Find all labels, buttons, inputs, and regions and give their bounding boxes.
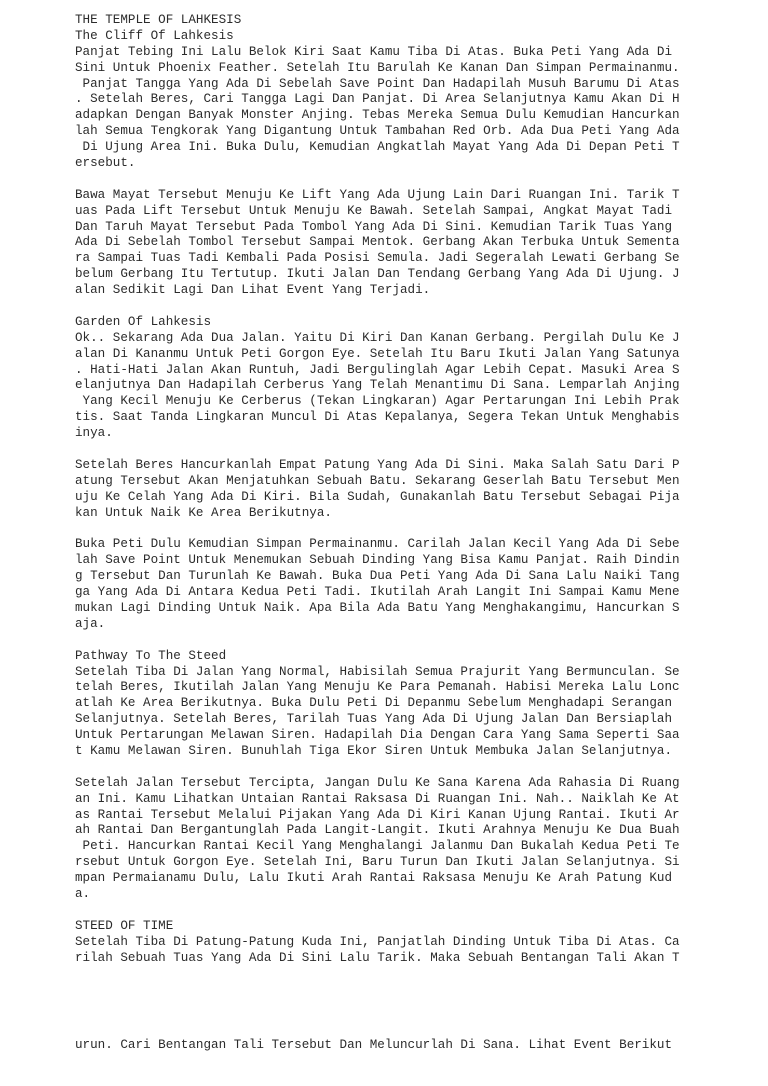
text-line: . Setelah Beres, Cari Tangga Lagi Dan Panjat. Di Area Selanjutnya Kamu Akan Di H [75,92,680,107]
text-line: mukan Lagi Dinding Untuk Naik. Apa Bila Ada Batu Yang Menghakangimu, Hancurkan S [75,600,680,615]
text-line: tis. Saat Tanda Lingkaran Muncul Di Atas Kepalanya, Segera Tekan Untuk Menghabis [75,410,680,425]
text-line: Sini Untuk Phoenix Feather. Setelah Itu Barulah Ke Kanan Dan Simpan Permainanmu. [75,60,680,75]
text-line: Di Ujung Area Ini. Buka Dulu, Kemudian Angkatlah Mayat Yang Ada Di Depan Peti T [75,140,680,155]
text-line: inya. [75,426,113,441]
text-line: Garden Of Lahkesis [75,314,212,329]
text-line [75,442,695,458]
text-line: Peti. Hancurkan Rantai Kecil Yang Menghalangi Jalanmu Dan Bukalah Kedua Peti Te [75,839,680,854]
text-line: Ok.. Sekarang Ada Dua Jalan. Yaitu Di Kiri Dan Kanan Gerbang. Pergilah Dulu Ke J [75,330,680,345]
text-line: elanjutnya Dan Hadapilah Cerberus Yang Telah Menantimu Di Sana. Lemparlah Anjing [75,378,680,393]
text-line [75,760,695,776]
text-line: aja. [75,616,106,631]
text-line [75,633,695,649]
text-line: as Rantai Tersebut Melalui Pijakan Yang Ada Di Kiri Kanan Ujung Rantai. Ikuti Ar [75,807,680,822]
text-line [75,522,695,538]
text-line: The Cliff Of Lahkesis [75,28,234,43]
text-line: Setelah Tiba Di Patung-Patung Kuda Ini, Panjatlah Dinding Untuk Tiba Di Atas. Ca [75,934,680,949]
text-line: uju Ke Celah Yang Ada Di Kiri. Bila Sudah, Gunakanlah Batu Tersebut Sebagai Pija [75,489,680,504]
text-line: a. [75,886,91,901]
text-line [75,172,695,188]
text-line: Bawa Mayat Tersebut Menuju Ke Lift Yang Ada Ujung Lain Dari Ruangan Ini. Tarik T [75,187,680,202]
text-line: lah Semua Tengkorak Yang Digantung Untuk Tambahan Red Orb. Ada Dua Peti Yang Ada [75,124,680,139]
text-line: atung Tersebut Akan Menjatuhkan Sebuah Batu. Sekarang Geserlah Batu Tersebut Men [75,473,680,488]
text-line: rsebut Untuk Gorgon Eye. Setelah Ini, Baru Turun Dan Ikuti Jalan Selanjutnya. Si [75,855,680,870]
text-line: STEED OF TIME [75,918,174,933]
document-footer-text [75,1006,695,1086]
text-line: ah Rantai Dan Bergantunglah Pada Langit-Langit. Ikuti Arahnya Menuju Ke Dua Buah [75,823,680,838]
text-line: alan Sedikit Lagi Dan Lihat Event Yang Terjadi. [75,283,431,298]
text-line: Yang Kecil Menuju Ke Cerberus (Tekan Lingkaran) Agar Pertarungan Ini Lebih Prak [75,394,680,409]
text-line: belum Gerbang Itu Tertutup. Ikuti Jalan Dan Tendang Gerbang Yang Ada Di Ujung. J [75,267,680,282]
text-line: an Ini. Kamu Lihatkan Untaian Rantai Raksasa Di Ruangan Ini. Nah.. Naiklah Ke At [75,791,680,806]
text-line: adapkan Dengan Banyak Monster Anjing. Tebas Mereka Semua Dulu Kemudian Hancurkan [75,108,680,123]
text-line [75,299,695,315]
text-line: Dan Taruh Mayat Tersebut Pada Tombol Yang Ada Di Sini. Kemudian Tarik Tuas Yang [75,219,673,234]
text-line [75,903,695,919]
text-line: Setelah Beres Hancurkanlah Empat Patung Yang Ada Di Sini. Maka Salah Satu Dari P [75,457,680,472]
text-line: ga Yang Ada Di Antara Kedua Peti Tadi. Ikutilah Arah Langit Ini Sampai Kamu Mene [75,585,680,600]
text-line: mpan Permaianamu Dulu, Lalu Ikuti Arah Rantai Raksasa Menuju Ke Arah Patung Kud [75,871,673,886]
text-line: Untuk Pertarungan Melawan Siren. Hadapilah Dia Dengan Cara Yang Sama Seperti Saa [75,728,680,743]
text-line: atlah Ke Area Berikutnya. Buka Dulu Peti Di Depanmu Sebelum Menghadapi Serangan [75,696,673,711]
text-line: Buka Peti Dulu Kemudian Simpan Permainanmu. Carilah Jalan Kecil Yang Ada Di Sebe [75,537,680,552]
text-line: alan Di Kananmu Untuk Peti Gorgon Eye. Setelah Itu Baru Ikuti Jalan Yang Satunya [75,346,680,361]
text-line: urun. Cari Bentangan Tali Tersebut Dan Meluncurlah Di Sana. Lihat Event Berikut [75,1037,673,1052]
text-line: Setelah Jalan Tersebut Tercipta, Jangan Dulu Ke Sana Karena Ada Rahasia Di Ruang [75,775,680,790]
text-line: g Tersebut Dan Turunlah Ke Bawah. Buka Dua Peti Yang Ada Di Sana Lalu Naiki Tang [75,569,680,584]
document-body [75,13,695,966]
text-line: lah Save Point Untuk Menemukan Sebuah Dinding Yang Bisa Kamu Panjat. Raih Dindin [75,553,680,568]
text-line: Panjat Tebing Ini Lalu Belok Kiri Saat Kamu Tiba Di Atas. Buka Peti Yang Ada Di [75,44,673,59]
text-line: Setelah Tiba Di Jalan Yang Normal, Habisilah Semua Prajurit Yang Bermunculan. Se [75,664,680,679]
text-line: ersebut. [75,156,136,171]
text-line: Ada Di Sebelah Tombol Tersebut Sampai Mentok. Gerbang Akan Terbuka Untuk Sementa [75,235,680,250]
text-line: THE TEMPLE OF LAHKESIS [75,13,242,27]
text-line: Panjat Tangga Yang Ada Di Sebelah Save Point Dan Hadapilah Musuh Barumu Di Atas [75,76,680,91]
text-line: rilah Sebuah Tuas Yang Ada Di Sini Lalu Tarik. Maka Sebuah Bentangan Tali Akan T [75,950,680,965]
text-line: kan Untuk Naik Ke Area Berikutnya. [75,505,332,520]
text-line: Pathway To The Steed [75,648,227,663]
text-line: . Hati-Hati Jalan Akan Runtuh, Jadi Bergulinglah Agar Lebih Cepat. Masuki Area S [75,362,680,377]
text-line: uas Pada Lift Tersebut Untuk Menuju Ke Bawah. Setelah Sampai, Angkat Mayat Tadi [75,203,673,218]
text-line: Selanjutnya. Setelah Beres, Tarilah Tuas Yang Ada Di Ujung Jalan Dan Bersiaplah [75,712,673,727]
text-line: telah Beres, Ikutilah Jalan Yang Menuju Ke Para Pemanah. Habisi Mereka Lalu Lonc [75,680,680,695]
text-line: t Kamu Melawan Siren. Bunuhlah Tiga Ekor Siren Untuk Membuka Jalan Selanjutnya. [75,743,673,758]
text-line: ra Sampai Tuas Tadi Kembali Pada Posisi Semula. Jadi Segeralah Lewati Gerbang Se [75,251,680,266]
